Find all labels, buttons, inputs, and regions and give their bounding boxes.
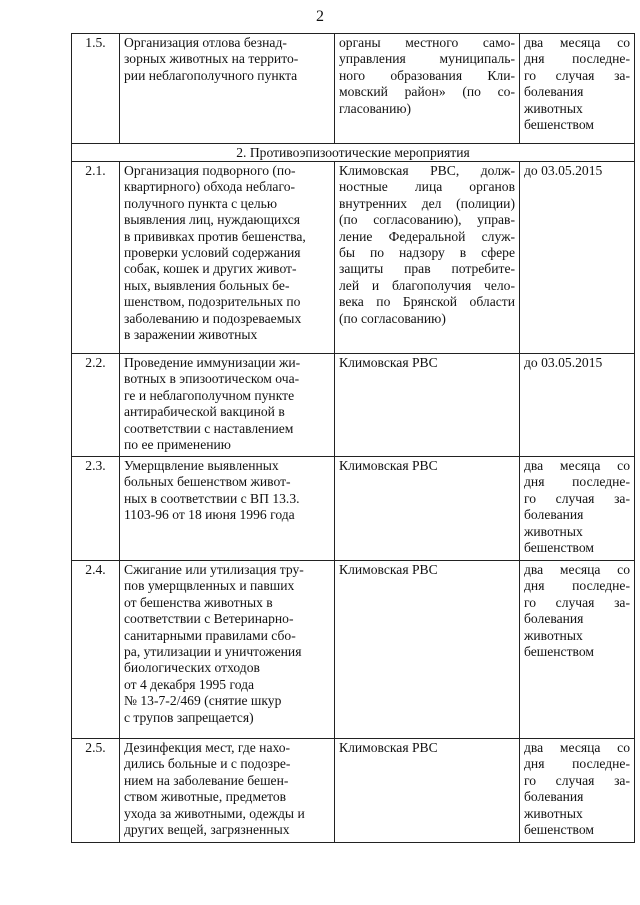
text-line: бешенством bbox=[524, 117, 594, 133]
text-line: органы местного само- bbox=[339, 35, 515, 50]
text-line: заболеванию и подозреваемых bbox=[124, 310, 302, 326]
text-line: болевания bbox=[524, 507, 584, 523]
text-line: соответствии с Ветеринарно- bbox=[124, 611, 294, 627]
item-number: 2.1. bbox=[72, 162, 120, 354]
deadline-cell bbox=[520, 34, 635, 144]
text-line: го случая за- bbox=[524, 490, 630, 506]
text-line: Дезинфекция мест, где нахо- bbox=[124, 740, 291, 755]
text-line: дня последне- bbox=[524, 51, 630, 67]
text-line: гласованию) bbox=[339, 100, 412, 116]
text-line: Сжигание или утилизация тру- bbox=[124, 562, 304, 577]
text-line: болевания bbox=[524, 611, 584, 627]
text-line: шенством, подозрительных по bbox=[124, 294, 301, 310]
text-line: ных в соответствии с ВП 13.3. bbox=[124, 490, 300, 506]
text-line: (по согласованию) bbox=[339, 310, 446, 326]
text-line: в прививках против бешенства, bbox=[124, 228, 306, 244]
text-line: Умерщвление выявленных bbox=[124, 458, 279, 473]
text-line: болевания bbox=[524, 84, 584, 100]
text-line: вотных в эпизоотическом оча- bbox=[124, 371, 300, 387]
text-line: в заражении животных bbox=[124, 327, 258, 343]
text-line: животных bbox=[524, 523, 583, 539]
text-line: (по согласованию), управ- bbox=[339, 212, 515, 228]
text-line: дились больные и с подозре- bbox=[124, 756, 291, 772]
text-line: управления муниципаль- bbox=[339, 51, 515, 67]
text-line: бы по надзору в сфере bbox=[339, 245, 515, 261]
text-line: пов умерщвленных и павших bbox=[124, 578, 295, 594]
text-line: антирабической вакциной в bbox=[124, 404, 285, 420]
activity-cell bbox=[120, 354, 335, 457]
text-line: бешенством bbox=[524, 540, 594, 556]
deadline-cell bbox=[520, 162, 635, 354]
text-line: дня последне- bbox=[524, 474, 630, 490]
text-line: животных bbox=[524, 627, 583, 643]
activity-cell bbox=[120, 162, 335, 354]
section-title: 2. Противоэпизоотические мероприятия bbox=[72, 144, 635, 162]
text-line: дня последне- bbox=[524, 756, 630, 772]
responsible-cell bbox=[335, 739, 520, 843]
text-line: болевания bbox=[524, 789, 584, 805]
text-line: зорных животных на террито- bbox=[124, 51, 299, 67]
activity-cell bbox=[120, 457, 335, 561]
text-line: животных bbox=[524, 100, 583, 116]
text-line: ных, выявления больных бе- bbox=[124, 277, 290, 293]
activity-cell bbox=[120, 561, 335, 739]
table-row bbox=[72, 739, 635, 843]
text-line: два месяца со bbox=[524, 458, 630, 473]
text-line: мовский район» (по со- bbox=[339, 84, 515, 100]
text-line: биологических отходов bbox=[124, 660, 260, 676]
text-line: Проведение иммунизации жи- bbox=[124, 355, 301, 370]
text-line: Организация отлова безнад- bbox=[124, 35, 287, 50]
text-line: го случая за- bbox=[524, 772, 630, 788]
text-line: собак, кошек и других живот- bbox=[124, 261, 297, 277]
table-row bbox=[72, 457, 635, 561]
text-line: выявления лиц, нуждающихся bbox=[124, 212, 301, 228]
text-line: № 13-7-2/469 (снятие шкур bbox=[124, 693, 282, 709]
activity-cell bbox=[120, 34, 335, 144]
activity-cell bbox=[120, 739, 335, 843]
text-line: Климовская РВС bbox=[339, 355, 438, 370]
text-line: лей и благополучия чело- bbox=[339, 277, 515, 293]
text-line: Климовская РВС bbox=[339, 562, 438, 577]
text-line: от бешенства животных в bbox=[124, 594, 273, 610]
text-line: два месяца со bbox=[524, 562, 630, 577]
item-number: 2.3. bbox=[72, 457, 120, 561]
text-line: дня последне- bbox=[524, 578, 630, 594]
text-line: го случая за- bbox=[524, 594, 630, 610]
text-line: ление Федеральной служ- bbox=[339, 228, 515, 244]
text-line: соответствии с наставлением bbox=[124, 420, 294, 436]
table-row bbox=[72, 561, 635, 739]
table-row bbox=[72, 354, 635, 457]
text-line: проверки условий содержания bbox=[124, 245, 301, 261]
measures-table-body bbox=[72, 34, 635, 843]
text-line: го случая за- bbox=[524, 67, 630, 83]
text-line: два месяца со bbox=[524, 35, 630, 50]
text-line: от 4 декабря 1995 года bbox=[124, 676, 255, 692]
text-line: 1103-96 от 18 июня 1996 года bbox=[124, 507, 295, 523]
deadline-cell bbox=[520, 561, 635, 739]
text-line: Климовская РВС, долж- bbox=[339, 163, 515, 178]
text-line: других вещей, загрязненных bbox=[124, 822, 290, 838]
text-line: больных бешенством живот- bbox=[124, 474, 291, 490]
text-line: санитарными правилами сбо- bbox=[124, 627, 296, 643]
text-line: с трупов запрещается) bbox=[124, 709, 254, 725]
text-line: квартирного) обхода неблаго- bbox=[124, 179, 296, 195]
text-line: животных bbox=[524, 805, 583, 821]
text-line: рии неблагополучного пункта bbox=[124, 67, 298, 83]
text-line: нием на заболевание бешен- bbox=[124, 772, 289, 788]
deadline-cell bbox=[520, 739, 635, 843]
text-line: ге и неблагополучном пункте bbox=[124, 387, 295, 403]
responsible-cell bbox=[335, 561, 520, 739]
measures-table bbox=[71, 33, 635, 843]
deadline-cell bbox=[520, 354, 635, 457]
text-line: Климовская РВС bbox=[339, 458, 438, 473]
item-number: 2.4. bbox=[72, 561, 120, 739]
table-row bbox=[72, 34, 635, 144]
text-line: Организация подворного (по- bbox=[124, 163, 296, 178]
responsible-cell bbox=[335, 354, 520, 457]
page-number: 2 bbox=[316, 8, 324, 25]
text-line: Климовская РВС bbox=[339, 740, 438, 755]
responsible-cell bbox=[335, 162, 520, 354]
responsible-cell bbox=[335, 34, 520, 144]
text-line: ухода за животными, одежды и bbox=[124, 805, 305, 821]
deadline-cell bbox=[520, 457, 635, 561]
text-line: бешенством bbox=[524, 822, 594, 838]
text-line: защиты прав потребите- bbox=[339, 261, 515, 277]
text-line: по ее применению bbox=[124, 437, 231, 453]
item-number: 2.2. bbox=[72, 354, 120, 457]
text-line: ством животные, предметов bbox=[124, 789, 287, 805]
responsible-cell bbox=[335, 457, 520, 561]
text-line: ного образования Кли- bbox=[339, 67, 515, 83]
text-line: до 03.05.2015 bbox=[524, 355, 603, 370]
text-line: ностные лица органов bbox=[339, 179, 515, 195]
table-row bbox=[72, 162, 635, 354]
text-line: два месяца со bbox=[524, 740, 630, 755]
text-line: внутренних дел (полиции) bbox=[339, 195, 515, 211]
text-line: получного пункта с целью bbox=[124, 195, 278, 211]
text-line: ра, утилизации и уничтожения bbox=[124, 644, 302, 660]
item-number: 1.5. bbox=[72, 34, 120, 144]
text-line: до 03.05.2015 bbox=[524, 163, 603, 178]
section-header-row bbox=[72, 144, 635, 162]
item-number: 2.5. bbox=[72, 739, 120, 843]
text-line: бешенством bbox=[524, 644, 594, 660]
text-line: века по Брянской области bbox=[339, 294, 515, 310]
